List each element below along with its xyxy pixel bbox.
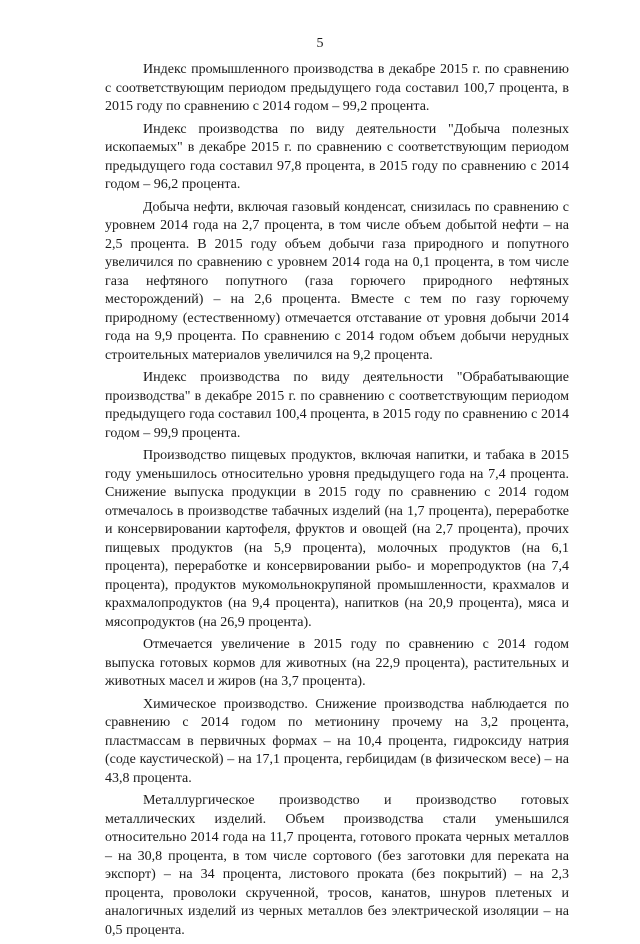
paragraph-feed-oils-increase: Отмечается увеличение в 2015 году по сравнению с 2014 годом выпуска готовых кормов для животных (на 22,9 процента), растительных и животных масел и жиров (на 3,7 процента).	[105, 637, 569, 689]
page-number: 5	[316, 36, 324, 51]
paragraph-industrial-index: Индекс промышленного производства в декабре 2015 г. по сравнению с соответствующим периодом предыдущего года составил 100,7 процента, в 2015 году по сравнению с 2014 годом – 99,2 процента.	[105, 62, 569, 114]
paragraph-mining-index: Индекс производства по виду деятельности "Добыча полезных ископаемых" в декабре 2015 г. по сравнению с соответствующим периодом предыдущего года составил 97,8 процента, в 2015 году по сравнению с 2014 годом – 96,2 процента.	[105, 121, 569, 192]
paragraph-chemical-production: Химическое производство. Снижение производства наблюдается по сравнению с 2014 годом по метионину прочему на 3,2 процента, пластмассам в первичных формах – на 10,4 процента, гидроксиду натрия (соде каустической) – на 17,1 процента, гербицидам (в физическом весе) – на 43,8 процента.	[105, 696, 569, 786]
paragraph-manufacturing-index: Индекс производства по виду деятельности "Обрабатывающие производства" в декабре 2015 г. по сравнению с соответствующим периодом предыдущего года составил 100,4 процента, в 2015 году по сравнению с 2014 годом – 99,9 процента.	[105, 370, 569, 441]
paragraph-metallurgy: Металлургическое производство и производство готовых металлических изделий. Объем производства стали уменьшился относительно 2014 года на 11,7 процента, готового проката черных металлов – на 30,8 процента, в том числе сортового (без заготовки для переката на экспорт) – на 34 процента, листового проката (без покрытий) – на 2,3 процента, проволоки скрученной, тросов, канатов, шнуров плетеных и аналогичных изделий из черных металлов без электрической изоляции – на 0,5 процента.	[105, 793, 569, 938]
paragraph-oil-gas-extraction: Добыча нефти, включая газовый конденсат, снизилась по сравнению с уровнем 2014 года на 2,7 процента, в том числе объем добытой нефти – на 2,5 процента. В 2015 году объем добычи газа природного и попутного увеличился по сравнению с уровнем 2014 года на 0,1 процента, в том числе газа нефтяного попутного (газа горючего природного нефтяных месторождений) – на 2,6 процента. Вместе с тем по газу горючему природному (естественному) отмечается отставание от уровня добычи 2014 года на 9,9 процента. По сравнению с 2014 годом объем добычи нерудных строительных материалов увеличился на 9,2 процента.	[105, 199, 569, 363]
paragraph-food-production: Производство пищевых продуктов, включая напитки, и табака в 2015 году уменьшилось относительно уровня предыдущего года на 7,4 процента. Снижение выпуска продукции в 2015 году по сравнению с 2014 годом отмечалось в производстве табачных изделий (на 1,7 процента), переработке и консервировании картофеля, фруктов и овощей (на 2,7 процента), прочих пищевых продуктов (на 5,9 процента), молочных продуктов (на 6,1 процента), переработке и консервировании рыбо- и морепродуктов (на 7,4 процента), продуктов мукомольнокрупяной промышленности, крахмалов и крахмалопродуктов (на 9,4 процента), напитков (на 20,9 процента), мяса и мясопродуктов (на 26,9 процента).	[105, 448, 569, 630]
document-body	[105, 61, 569, 944]
